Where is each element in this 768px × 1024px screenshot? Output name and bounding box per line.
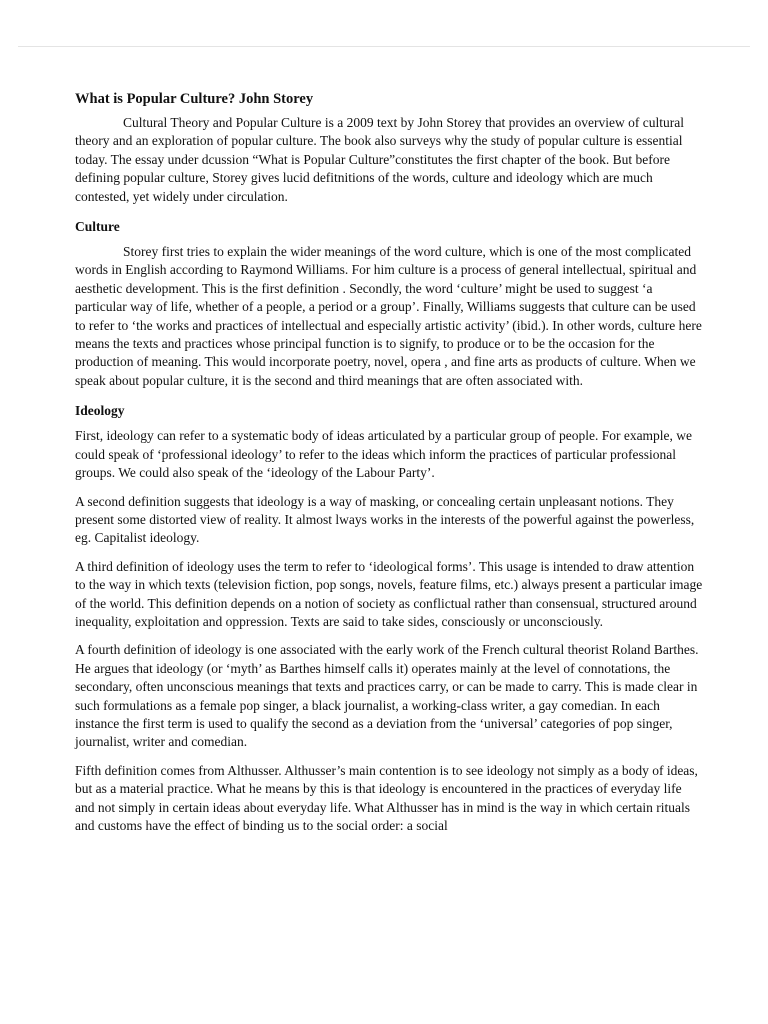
intro-paragraph: Cultural Theory and Popular Culture is a 2009 text by John Storey that provides an overview of cultural theory and an exploration of popular culture. The book also surveys why the study of popular culture is essential today. The essay under dcussion “What is Popular Culture”constitutes the first chapter of the book. But before defining popular culture, Storey gives lucid defitnitions of the words, culture and ideology which are much contested, yet widely under circulation. (75, 115, 685, 204)
document-body (75, 86, 703, 845)
ideology-paragraph-4: A fourth definition of ideology is one associated with the early work of the French cultural theorist Roland Barthes. He argues that ideology (or ‘myth’ as Barthes himself calls it) operates mainly at the level of connotations, the secondary, often unconscious meanings that texts and practices carry, or can be made to carry. This is made clear in such formulations as a female pop singer, a black journalist, a working-class writer, a gay comedian. In each instance the first term is used to qualify the second as a deviation from the ‘universal’ categories of pop singer, journalist, writer and comedian. (75, 642, 699, 750)
ideology-paragraph-1: First, ideology can refer to a systematic body of ideas articulated by a particular group of people. For example, we could speak of ‘professional ideology’ to refer to the ideas which inform the practices of particular professional groups. We could also speak of the ‘ideology of the Labour Party’. (75, 428, 693, 481)
ideology-heading: Ideology (75, 403, 125, 419)
ideology-paragraph-2: A second definition suggests that ideology is a way of masking, or concealing certain unpleasant notions. They present some distorted view of reality. It almost lways works in the interests of the powerful against the powerless, eg. Capitalist ideology. (75, 493, 695, 546)
culture-paragraph: Storey first tries to explain the wider meanings of the word culture, which is one of the most complicated words in English according to Raymond Williams. For him culture is a process of general intellectual, spiritual and aesthetic development. This is the first definition . Secondly, the word ‘culture’ might be used to suggest ‘a particular way of life, whether of a people, a period or a group’. Finally, Williams suggests that culture can be used to refer to ‘the works and practices of intellectual and especially artistic activity’ (ibid.). In other words, culture here means the texts and practices whose principal function is to signify, to produce or to be the occasion for the production of meaning. This would incorporate poetry, novel, opera , and fine arts as products of culture. When we speak about popular culture, it is the second and third meanings that are often associated with. (75, 244, 702, 388)
document-title: What is Popular Culture? John Storey (75, 91, 314, 107)
ideology-paragraph-3: A third definition of ideology uses the term to refer to ‘ideological forms’. This usage is intended to draw attention to the way in which texts (television fiction, pop songs, novels, feature films, etc.) always present a particular image of the world. This definition depends on a notion of society as conflictual rather than consensual, structured around inequality, exploitation and oppression. Texts are said to take sides, consciously or unconsciously. (75, 558, 703, 629)
culture-heading: Culture (75, 219, 120, 235)
ideology-paragraph-5: Fifth definition comes from Althusser. Althusser’s main contention is to see ideology not simply as a body of ideas, but as a material practice. What he means by this is that ideology is encountered in the practices of everyday life and not simply in certain ideas about everyday life. What Althusser has in mind is the way in which certain rituals and customs have the effect of binding us to the social order: a social (75, 762, 698, 833)
top-divider (18, 46, 750, 47)
